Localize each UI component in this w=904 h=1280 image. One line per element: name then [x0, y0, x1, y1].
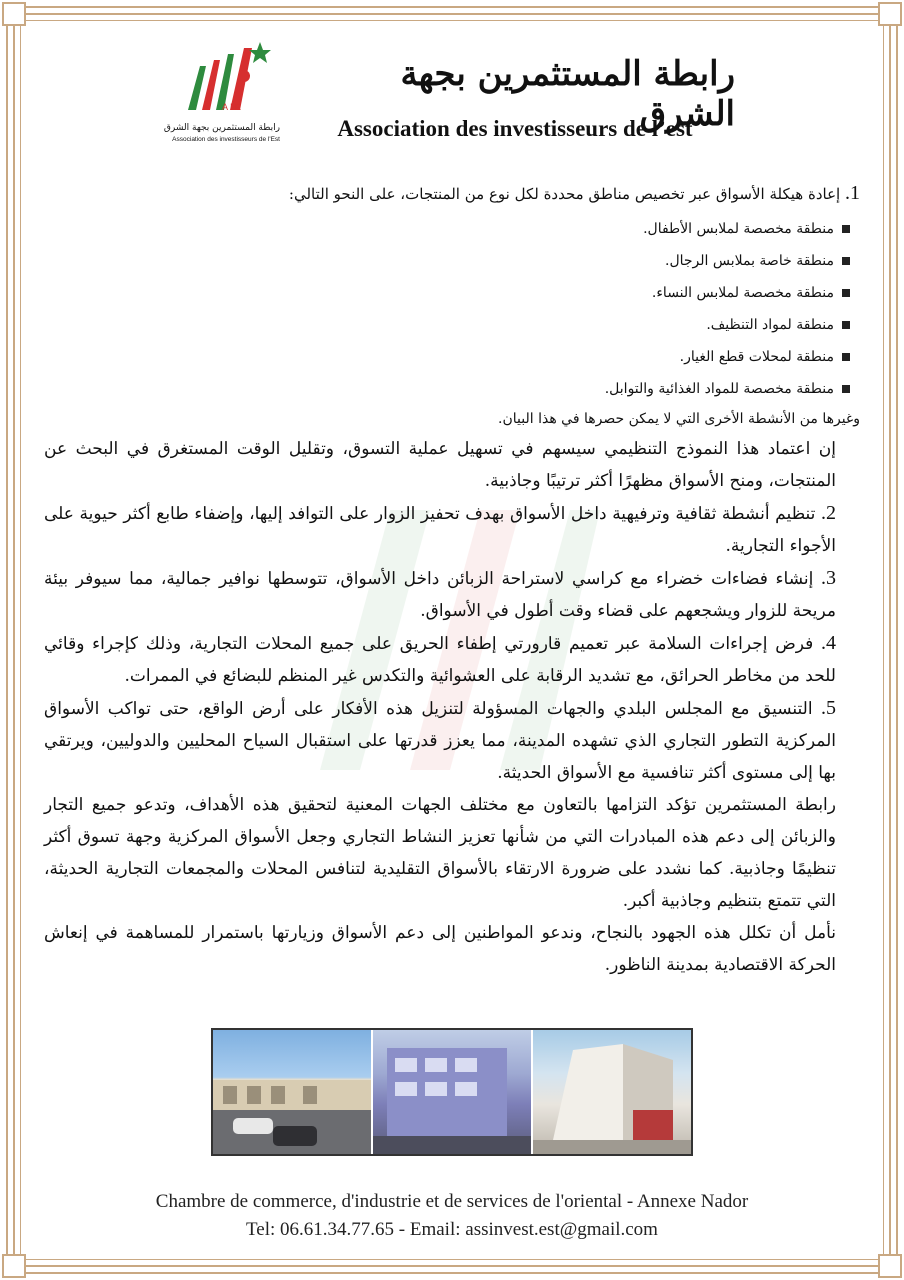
item-3: 3. إنشاء فضاءات خضراء مع كراسي لاستراحة الزبائن داخل الأسواق، تتوسطها نوافير جمالية، مما سيوفر بيئة مريحة للزوار ويشجعهم على قضاء وقت أطول في الأسواق. [44, 567, 837, 621]
commercial-building-photo [373, 1030, 533, 1154]
square-bullet-icon [842, 289, 850, 297]
closing-paragraph: نأمل أن تكلل هذه الجهود بالنجاح، وندعو المواطنين إلى دعم الأسواق وزيارتها باستمرار للمساهمة في إنعاش الحركة الاقتصادية بمدينة الناظور. [44, 923, 836, 975]
item-5: 5. التنسيق مع المجلس البلدي والجهات المسؤولة لتنزيل هذه الأفكار على أرض الواقع، حتى تواكب الأسواق المركزية التطور التجاري الذي تشهده المدينة، مما يعزز قدرتها على استقبال السياح المحليين والدوليين، ويرتقي بها إلى مستوى أكثر تنافسية مع الأسواق الحديثة. [44, 697, 836, 783]
commitment-paragraph: رابطة المستثمرين تؤكد التزامها بالتعاون مع مختلف الجهات المعنية لتحقيق هذه الأهداف، وتدعو جميع التجار والزبائن إلى دعم هذه المبادرات التي من شأنها تعزيز النشاط التجاري وجعل الأسواق المركزية وجهة تسوق أكثر تنظيمًا وجاذبية. كما نشدد على ضرورة الارتقاء بالأسواق التقليدية لتنافس المحلات والمجمعات التجارية الحديثة، التي تتمتع بتنظيم وجاذبية أكبر. [44, 795, 836, 911]
zones-note: وغيرها من الأنشطة الأخرى التي لا يمكن حصرها في هذا البيان. [498, 411, 860, 427]
list-item: منطقة مخصصة لملابس النساء. [44, 277, 850, 309]
list-item: منطقة مخصصة للمواد الغذائية والتوابل. [44, 373, 850, 405]
zones-list [44, 213, 860, 405]
list-item: منطقة لمواد التنظيف. [44, 309, 850, 341]
list-item: منطقة لمحلات قطع الغيار. [44, 341, 850, 373]
item-2: 2. تنظيم أنشطة ثقافية وترفيهية داخل الأسواق بهدف تحفيز الزوار على التوافد إليها، وإضفاء طابع أكثر حيوية على الأجواء التجارية. [44, 502, 837, 556]
square-bullet-icon [842, 257, 850, 265]
square-bullet-icon [842, 225, 850, 233]
letterhead [150, 38, 770, 148]
footer [60, 1188, 844, 1244]
list-item: منطقة مخصصة لملابس الأطفال. [44, 213, 850, 245]
title-french: Association des investisseurs de l’est [337, 116, 693, 141]
market-photos [211, 1028, 693, 1156]
adoption-paragraph: إن اعتماد هذا النموذج التنظيمي سيسهم في تسهيل عملية التسوق، وتقليل الوقت المستغرق في البحث عن المنتجات، ومنح الأسواق مظهرًا أكثر ترتيبًا وجاذبية. [44, 439, 836, 491]
square-bullet-icon [842, 353, 850, 361]
modern-mall-photo [533, 1030, 691, 1154]
building-facade-icon [373, 1030, 533, 1154]
corner-ornament [878, 1254, 902, 1278]
corner-ornament [2, 1254, 26, 1278]
item-4: 4. فرض إجراءات السلامة عبر تعميم قارورتي إطفاء الحريق على جميع المحلات التجارية، وذلك كإجراء وقائي للحد من مخاطر الحرائق، مع تشديد الرقابة على العشوائية والتكدس غير المنظم للبضائع في الممرات. [44, 632, 837, 686]
street-scene-icon [213, 1030, 373, 1154]
title-arabic: رابطة المستثمرين بجهة الشرق [400, 54, 735, 134]
list-item: منطقة خاصة بملابس الرجال. [44, 245, 850, 277]
letter-body [44, 180, 860, 981]
item-text: إعادة هيكلة الأسواق عبر تخصيص مناطق محددة لكل نوع من المنتجات، على النحو التالي: [288, 185, 841, 203]
svg-text:رابطة المستثمرين بجهة الشرق: رابطة المستثمرين بجهة الشرق [163, 123, 280, 133]
corner-ornament [2, 2, 26, 26]
svg-text:Association des investisseurs: Association des investisseurs de l'Est [172, 136, 280, 143]
street-market-photo [213, 1030, 373, 1154]
footer-address: Chambre de commerce, d'industrie et de services de l'oriental - Annexe Nador [155, 1191, 749, 1212]
item-1 [44, 180, 860, 207]
footer-contact: Tel: 06.61.34.77.65 - Email: assinvest.est@gmail.com [246, 1219, 658, 1240]
item-number: 1. [845, 182, 860, 204]
aie-logo-icon [160, 38, 290, 148]
svg-text:A I E: A I E [222, 102, 242, 112]
square-bullet-icon [842, 385, 850, 393]
square-bullet-icon [842, 321, 850, 329]
corner-ornament [878, 2, 902, 26]
association-logo [160, 38, 290, 148]
mall-building-icon [533, 1030, 691, 1154]
